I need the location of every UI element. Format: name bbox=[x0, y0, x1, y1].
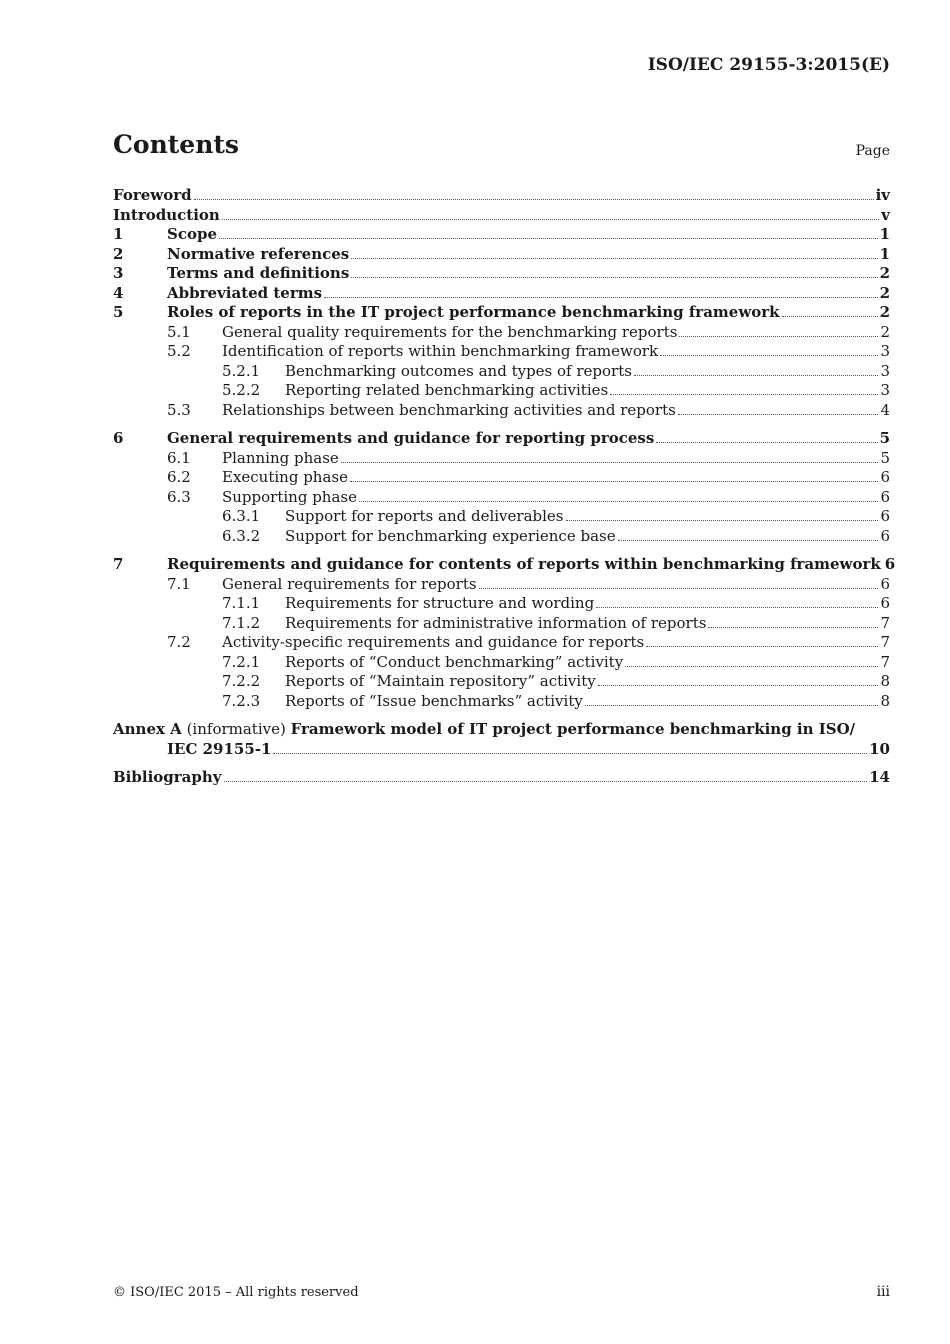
toc-entry-number: 2 bbox=[113, 244, 124, 263]
toc-entry-number: 7.2.1 bbox=[222, 652, 261, 671]
toc-entry-title: Requirements for structure and wording bbox=[285, 594, 595, 612]
copyright-notice: © ISO/IEC 2015 – All rights reserved bbox=[113, 1285, 359, 1300]
toc-entry-number: 7.1.2 bbox=[222, 613, 261, 632]
toc-entry[interactable] bbox=[113, 225, 890, 245]
toc-entry-page: 5 bbox=[879, 429, 890, 447]
dot-leader bbox=[219, 237, 878, 239]
contents-heading: Contents bbox=[113, 130, 240, 159]
toc-entry-page: 6 bbox=[880, 507, 890, 525]
toc-entry-number: 7.2.2 bbox=[222, 672, 261, 690]
dot-leader bbox=[678, 413, 879, 415]
toc-entry-title: Relationships between benchmarking activities and reports bbox=[222, 400, 676, 419]
toc-entry-title: Support for reports and deliverables bbox=[285, 507, 564, 525]
toc-entry[interactable] bbox=[113, 527, 890, 547]
toc-entry[interactable] bbox=[113, 362, 890, 382]
dot-leader bbox=[708, 626, 878, 628]
dot-leader bbox=[566, 519, 879, 521]
dot-leader bbox=[585, 704, 879, 706]
toc-entry-page: 7 bbox=[880, 652, 890, 671]
toc-entry-number: 1 bbox=[113, 225, 124, 243]
toc-entry-number: 3 bbox=[113, 264, 124, 282]
toc-entry-page: iv bbox=[875, 186, 890, 204]
dot-leader bbox=[351, 257, 877, 259]
dot-leader bbox=[341, 461, 879, 463]
toc-entry-title: Normative references bbox=[167, 244, 350, 263]
toc-entry-title: Reports of “Conduct benchmarking” activity bbox=[285, 652, 624, 671]
toc-entry[interactable] bbox=[113, 672, 890, 692]
toc-entry-number: 6 bbox=[113, 429, 124, 447]
toc-entry[interactable] bbox=[113, 284, 890, 304]
toc-entry-title: Scope bbox=[167, 225, 218, 243]
dot-leader bbox=[634, 374, 879, 376]
toc-entry-title: Executing phase bbox=[222, 468, 348, 486]
document-identifier: ISO/IEC 29155-3:2015(E) bbox=[647, 55, 890, 75]
dot-leader bbox=[596, 606, 878, 608]
toc-entry-page: 4 bbox=[880, 400, 890, 419]
toc-entry-page: 6 bbox=[880, 487, 890, 506]
toc-entry[interactable] bbox=[113, 381, 890, 401]
toc-entry[interactable] bbox=[113, 633, 890, 653]
toc-entry-title: Reports of “Maintain repository” activity bbox=[285, 672, 596, 690]
toc-entry[interactable] bbox=[113, 429, 890, 449]
dot-leader bbox=[618, 539, 879, 541]
toc-entry-number: 6.2 bbox=[167, 468, 191, 486]
toc-entry[interactable] bbox=[113, 449, 890, 469]
toc-entry[interactable] bbox=[113, 186, 890, 206]
toc-entry-page: 3 bbox=[880, 342, 890, 360]
toc-entry-page: 6 bbox=[880, 574, 890, 593]
annex-label: Annex A bbox=[113, 720, 182, 738]
toc-entry-title: Introduction bbox=[113, 205, 220, 224]
annex-title-line2: IEC 29155-1 bbox=[167, 739, 272, 758]
toc-entry[interactable] bbox=[113, 206, 890, 226]
dot-leader bbox=[222, 218, 879, 220]
toc-entry-title: Planning phase bbox=[222, 448, 339, 467]
toc-entry-page: 1 bbox=[879, 225, 890, 243]
toc-entry-title: Requirements and guidance for contents of reports within benchmarking framework bbox=[167, 555, 881, 573]
bibliography-title: Bibliography bbox=[113, 768, 222, 786]
toc-entry-number: 6.3 bbox=[167, 487, 191, 506]
page-column-label: Page bbox=[855, 143, 890, 159]
toc-entry-number: 5.2.1 bbox=[222, 361, 261, 380]
toc-entry-title: General requirements and guidance for reporting process bbox=[167, 429, 655, 447]
toc-entry-page: 2 bbox=[879, 264, 890, 282]
toc-entry-page: 8 bbox=[880, 691, 890, 710]
toc-entry-number: 5.3 bbox=[167, 400, 191, 419]
toc-entry-page: 2 bbox=[880, 322, 890, 341]
toc-entry-number: 7.1 bbox=[167, 574, 191, 593]
dot-leader bbox=[273, 752, 867, 754]
toc-entry[interactable] bbox=[113, 342, 890, 362]
toc-entry[interactable] bbox=[113, 575, 890, 595]
dot-leader bbox=[782, 315, 878, 317]
toc-entry-number: 6.3.1 bbox=[222, 507, 261, 525]
toc-entry-title: Reporting related benchmarking activities bbox=[285, 381, 609, 399]
toc-entry-title: Foreword bbox=[113, 186, 192, 204]
annex-title-line1: Framework model of IT project performance benchmarking in ISO/ bbox=[290, 720, 856, 738]
toc-entry-page: v bbox=[881, 205, 890, 224]
toc-entry-title: Abbreviated terms bbox=[167, 283, 323, 302]
toc-entry-number: 5 bbox=[113, 303, 124, 321]
toc-entry-page: 1 bbox=[879, 244, 890, 263]
toc-entry-page: 6 bbox=[884, 555, 896, 573]
toc-entry[interactable] bbox=[113, 488, 890, 508]
dot-leader bbox=[660, 354, 878, 356]
dot-leader bbox=[351, 276, 877, 278]
page-number: iii bbox=[876, 1284, 890, 1300]
toc-entry[interactable] bbox=[113, 507, 890, 527]
bibliography-page: 14 bbox=[869, 768, 890, 786]
toc-entry-number: 7.1.1 bbox=[222, 594, 261, 612]
toc-entry[interactable] bbox=[113, 401, 890, 421]
toc-entry-page: 6 bbox=[880, 594, 890, 612]
toc-entry-number: 4 bbox=[113, 283, 124, 302]
dot-leader bbox=[598, 684, 879, 686]
dot-leader bbox=[625, 665, 878, 667]
toc-entry[interactable] bbox=[113, 264, 890, 284]
dot-leader bbox=[610, 393, 878, 395]
toc-entry-number: 6.3.2 bbox=[222, 526, 261, 545]
toc-entry[interactable] bbox=[113, 692, 890, 712]
toc-entry-page: 3 bbox=[880, 361, 890, 380]
toc-entry-title: Reports of “Issue benchmarks” activity bbox=[285, 691, 583, 710]
toc-entry-page: 6 bbox=[880, 468, 890, 486]
toc-entry-title: General requirements for reports bbox=[222, 574, 477, 593]
annex-page: 10 bbox=[869, 739, 890, 758]
annex-type: (informative) bbox=[186, 720, 286, 738]
toc-entry-number: 5.1 bbox=[167, 322, 191, 341]
toc-entry-number: 5.2.2 bbox=[222, 381, 261, 399]
toc-entry-title: Support for benchmarking experience base bbox=[285, 526, 616, 545]
dot-leader bbox=[194, 198, 874, 200]
toc-entry-page: 6 bbox=[880, 526, 890, 545]
dot-leader bbox=[679, 335, 878, 337]
toc-entry-title: Requirements for administrative information of reports bbox=[285, 613, 707, 632]
toc-entry-title: Roles of reports in the IT project performance benchmarking framework bbox=[167, 303, 780, 321]
toc-entry-number: 6.1 bbox=[167, 448, 191, 467]
toc-entry[interactable] bbox=[113, 468, 890, 488]
toc-entry[interactable] bbox=[113, 653, 890, 673]
toc-entry-bibliography[interactable] bbox=[113, 768, 890, 788]
toc-entry-page: 5 bbox=[880, 448, 890, 467]
table-of-contents bbox=[113, 186, 896, 788]
dot-leader bbox=[350, 480, 878, 482]
toc-entry[interactable] bbox=[113, 555, 896, 575]
dot-leader bbox=[646, 645, 878, 647]
toc-entry-number: 5.2 bbox=[167, 342, 191, 360]
toc-entry-page: 7 bbox=[880, 633, 890, 651]
toc-entry-title: Supporting phase bbox=[222, 487, 357, 506]
toc-entry-title: General quality requirements for the benchmarking reports bbox=[222, 322, 678, 341]
toc-entry-page: 3 bbox=[880, 381, 890, 399]
toc-entry-page: 7 bbox=[880, 613, 890, 632]
dot-leader bbox=[656, 441, 877, 443]
toc-entry[interactable] bbox=[113, 323, 890, 343]
toc-entry-number: 7.2 bbox=[167, 633, 191, 651]
toc-entry-number: 7.2.3 bbox=[222, 691, 261, 710]
dot-leader bbox=[324, 296, 877, 298]
toc-entry-page: 2 bbox=[879, 303, 890, 321]
dot-leader bbox=[479, 587, 879, 589]
dot-leader bbox=[224, 780, 868, 782]
toc-entry-page: 2 bbox=[879, 283, 890, 302]
toc-entry[interactable] bbox=[113, 303, 890, 323]
toc-entry[interactable] bbox=[113, 614, 890, 634]
toc-entry-title: Activity-specific requirements and guidance for reports bbox=[222, 633, 645, 651]
toc-entry[interactable] bbox=[113, 245, 890, 265]
dot-leader bbox=[359, 500, 878, 502]
toc-entry-number: 7 bbox=[113, 555, 124, 573]
toc-entry-title: Terms and definitions bbox=[167, 264, 350, 282]
toc-entry-annex-a[interactable] bbox=[113, 720, 890, 759]
toc-entry-title: Identification of reports within benchmarking framework bbox=[222, 342, 659, 360]
toc-entry-title: Benchmarking outcomes and types of reports bbox=[285, 361, 632, 380]
toc-entry-page: 8 bbox=[880, 672, 890, 690]
toc-entry[interactable] bbox=[113, 594, 890, 614]
